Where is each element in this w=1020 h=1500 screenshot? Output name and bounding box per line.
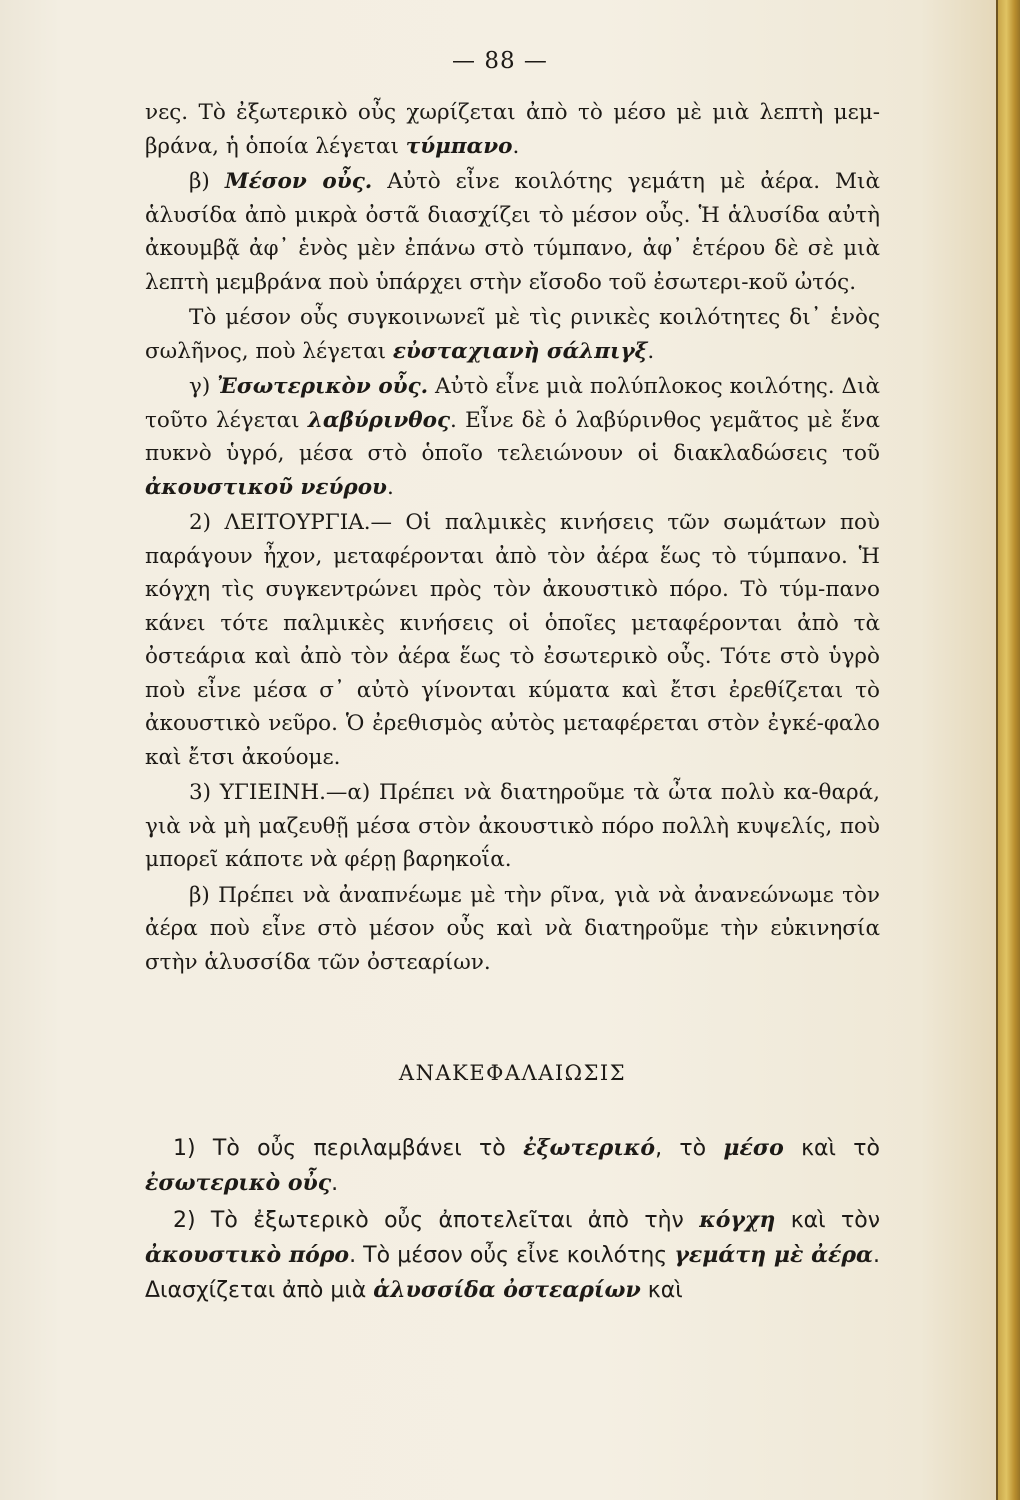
page-number: — 88 — [452, 48, 548, 74]
paragraph-hygiene-a: 3) ΥΓΙΕΙΝΗ.—α) Πρέπει νὰ διατηροῦμε τὰ ὦτα πολὺ κα-θαρά, γιὰ νὰ μὴ μαζευθῇ μέσα στὸν ἀκουστικὸ πόρο πολλὴ κυψελίς, ποὺ μπορεῖ κάποτε νὰ φέρῃ βαρηκοΐα. [145, 780, 880, 872]
summary-section [145, 1131, 880, 1308]
paragraph-hygiene-b: β) Πρέπει νὰ ἀναπνέωμε μὲ τὴν ρῖνα, γιὰ νὰ ἀνανεώνωμε τὸν ἀέρα ποὺ εἶνε στὸ μέσον οὖς καὶ νὰ διατηροῦμε τὴν εὐκινησία στὴν ἁλυσσίδα τῶν ὀστεαρίων. [145, 882, 880, 975]
term-labyrinth: λαβύρινθος [307, 407, 451, 433]
paragraph-function: 2) ΛΕΙΤΟΥΡΓΙΑ.— Οἱ παλμικὲς κινήσεις τῶν σωμάτων ποὺ παράγουν ἦχον, μεταφέρονται ἀπὸ τὸν ἀέρα ἕως τὸ τύμπανο. Ἡ κόγχη τὶς συγκεντρώνει πρὸς τὸν ἀκουστικὸ πόρο. Τὸ τύμ-πανο κάνει τότε παλμικὲς κινήσεις οἱ ὁποῖες μεταφέρονται ἀπὸ τὰ ὀστεάρια καὶ ἀπὸ τὸν ἀέρα ἕως τὸ ἐσωτερικὸ οὖς. Τότε στὸ ὑγρὸ ποὺ εἶνε μέσα σ᾽ αὐτὸ γίνονται κύματα καὶ ἔτσι ἐρεθίζεται τὸ ἀκουστικὸ νεῦρο. Ὁ ἐρεθισμὸς αὐτὸς μεταφέρεται στὸν ἐγκέ-φαλο καὶ ἔτσι ἀκούομε. [145, 510, 880, 770]
summary-item-1: 1) Τὸ οὖς περιλαμβάνει τὸ ἐξωτερικό, τὸ μέσο καὶ τὸ ἐσωτερικὸ οὖς. [145, 1134, 881, 1196]
subheading-middle-ear: Μέσον οὖς. [224, 169, 373, 194]
term-tympano: τύμπανο [405, 133, 513, 159]
paragraph-eustachian: Τὸ μέσον οὖς συγκοινωνεῖ μὲ τὶς ρινικὲς κοιλότητες δι᾽ ἑνὸς σωλῆνος, ποὺ λέγεται εὐσταχιανὴ σάλπιγξ. [145, 305, 880, 364]
term-eustachian-tube: εὐσταχιανὴ σάλπιγξ [392, 338, 648, 364]
summary-item-2: 2) Τὸ ἐξωτερικὸ οὖς ἀποτελεῖται ἀπὸ τὴν κόγχη καὶ τὸν ἀκουστικὸ πόρο. Τὸ μέσον οὖς εἶνε κοιλότης γεμάτη μὲ ἀέρα. Διασχίζεται ἀπὸ μιὰ ἁλυσσίδα ὀστεαρίων καὶ [145, 1206, 880, 1303]
term-acoustic-nerve: ἀκουστικοῦ νεύρου [145, 474, 387, 500]
paragraph-inner-ear: γ) Ἐσωτερικὸν οὖς. Αὐτὸ εἶνε μιὰ πολύπλοκος κοιλότης. Διὰ τοῦτο λέγεται λαβύρινθος. Εἶνε δὲ ὁ λαβύρινθος γεμᾶτος μὲ ἕνα πυκνὸ ὑγρό, μέσα στὸ ὁποῖο τελειώνουν οἱ διακλαδώσεις τοῦ ἀκουστικοῦ νεύρου. [145, 374, 880, 500]
page-body [145, 96, 880, 1308]
book-spine-edge [996, 0, 1020, 1500]
subheading-inner-ear: Ἐσωτερικὸν οὖς. [217, 374, 429, 399]
summary-heading: ΑΝΑΚΕΦΑΛΑΙΩΣΙΣ [398, 1061, 627, 1085]
paragraph-middle-ear: β) Μέσον οὖς. Αὐτὸ εἶνε κοιλότης γεμάτη μὲ ἀέρα. Μιὰ ἁλυσίδα ἀπὸ μικρὰ ὀστᾶ διασχίζει τὸ μέσον οὖς. Ἡ ἁλυσίδα αὐτὴ ἀκουμβᾷ ἀφ᾽ ἑνὸς μὲν ἐπάνω στὸ τύμπανο, ἀφ᾽ ἑτέρου δὲ σὲ μιὰ λεπτὴ μεμβράνα ποὺ ὑπάρχει στὴν εἴσοδο τοῦ ἐσωτερι-κοῦ ὠτός. [145, 169, 880, 295]
paragraph-1: νες. Τὸ ἐξωτερικὸ οὖς χωρίζεται ἀπὸ τὸ μέσο μὲ μιὰ λεπτὴ μεμ-βράνα, ἡ ὁποία λέγεται τύμπανο. [145, 100, 880, 159]
